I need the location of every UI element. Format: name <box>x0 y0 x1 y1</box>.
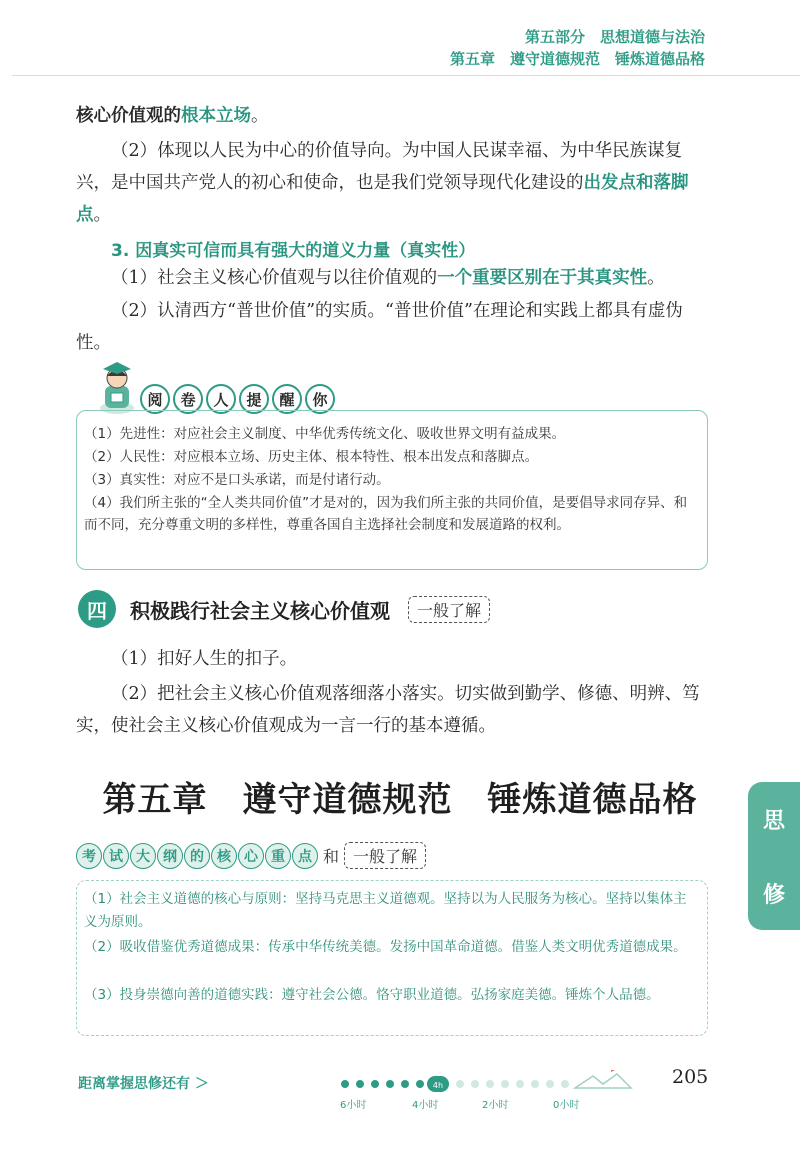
teacher-mascot-icon <box>96 360 138 414</box>
section-number-icon: 四 <box>78 590 116 628</box>
level-tag: 一般了解 <box>408 596 490 623</box>
keypoint-item: （1）社会主义道德的核心与原则：坚持马克思主义道德观。坚持以为人民服务为核心。坚持以集体主义为原则。 <box>84 891 687 930</box>
badge-char: 核 <box>211 843 237 869</box>
paragraph-universal-values: （2）认清西方“普世价值”的实质。“普世价值”在理论和实践上都具有虚伪性。 <box>76 301 683 353</box>
page-number: 205 <box>672 1066 709 1088</box>
side-tab-char: 修 <box>762 882 785 908</box>
exam-outline-badge <box>76 842 426 869</box>
badge-char: 阅 <box>140 384 170 414</box>
side-tab-char: 思 <box>762 808 785 834</box>
text: 。 <box>251 106 269 126</box>
progress-tick: 4小时 <box>412 1100 439 1111</box>
reminder-item: （3）真实性：对应不是口头承诺，而是付诸行动。 <box>84 472 390 488</box>
paragraph-people-centered <box>76 135 712 231</box>
highlight-root-stance: 根本立场 <box>181 106 251 126</box>
running-header <box>450 26 705 70</box>
paragraph-life-buttons: （1）扣好人生的扣子。 <box>111 649 298 669</box>
badge-char: 心 <box>238 843 264 869</box>
badge-char: 考 <box>76 843 102 869</box>
header-part: 第五部分 思想道德与法治 <box>524 28 705 46</box>
highlight-starting-point: 出发点和落脚点 <box>76 173 689 225</box>
and-text: 和 <box>323 847 340 866</box>
text: （2）体现以人民为中心的价值导向。为中国人民谋幸福、为中华民族谋复兴，是中国共产党人的初心和使命，也是我们党领导现代化建设的 <box>76 141 683 193</box>
badge-char: 大 <box>130 843 156 869</box>
badge-char: 试 <box>103 843 129 869</box>
badge-char: 的 <box>184 843 210 869</box>
badge-char: 人 <box>206 384 236 414</box>
text: 。 <box>93 205 111 225</box>
section-title: 积极践行社会主义核心价值观 <box>130 598 390 623</box>
section-4-heading <box>78 590 490 628</box>
header-chapter: 第五章 遵守道德规范 锤炼道德品格 <box>449 50 705 68</box>
progress-tick: 0小时 <box>553 1100 580 1111</box>
badge-char: 你 <box>305 384 335 414</box>
text: 核心价值观的 <box>76 106 181 126</box>
footer-progress-label: 距离掌握思修还有 ＞ <box>78 1076 209 1092</box>
paragraph-root-stance <box>76 100 712 132</box>
text: （1）社会主义核心价值观与以往价值观的 <box>111 268 438 288</box>
reminder-item: （2）人民性：对应根本立场、历史主体、根本特性、根本出发点和落脚点。 <box>84 449 539 465</box>
subheading-authenticity: 3. 因真实可信而具有强大的道义力量（真实性） <box>111 241 476 261</box>
level-tag: 一般了解 <box>344 842 426 869</box>
header-divider <box>12 75 800 76</box>
chapter-title: 第五章 遵守道德规范 锤炼道德品格 <box>102 780 698 820</box>
badge-char: 卷 <box>173 384 203 414</box>
progress-tick: 6小时 <box>340 1100 367 1111</box>
reminder-item: （1）先进性：对应社会主义制度、中华优秀传统文化、吸收世界文明有益成果。 <box>84 426 566 442</box>
highlight-key-difference: 一个重要区别在于其真实性 <box>437 268 648 288</box>
paragraph-implement-values: （2）把社会主义核心价值观落细落小落实。切实做到勤学、修德、明辨、笃实，使社会主义核心价值观成为一言一行的基本遵循。 <box>76 684 700 736</box>
paragraph-authenticity-1 <box>76 262 712 294</box>
badge-char: 纲 <box>157 843 183 869</box>
badge-char: 重 <box>265 843 291 869</box>
side-tab[interactable] <box>748 782 800 930</box>
badge-char: 醒 <box>272 384 302 414</box>
progress-tick: 2小时 <box>482 1100 509 1111</box>
badge-char: 提 <box>239 384 269 414</box>
svg-text:4h: 4h <box>432 1081 444 1090</box>
text: 。 <box>647 268 665 288</box>
badge-char: 点 <box>292 843 318 869</box>
reminder-item: （4）我们所主张的“全人类共同价值”才是对的，因为我们所主张的共同价值，是要倡导求同存异、和而不同，充分尊重文明的多样性，尊重各国自主选择社会制度和发展道路的权利。 <box>84 495 688 533</box>
keypoint-item: （2）吸收借鉴优秀道德成果：传承中华传统美德。发扬中国革命道德。借鉴人类文明优秀道德成果。 <box>84 939 687 955</box>
keypoint-item: （3）投身崇德向善的道德实践：遵守社会公德。恪守职业道德。弘扬家庭美德。锤炼个人品德。 <box>84 987 660 1003</box>
